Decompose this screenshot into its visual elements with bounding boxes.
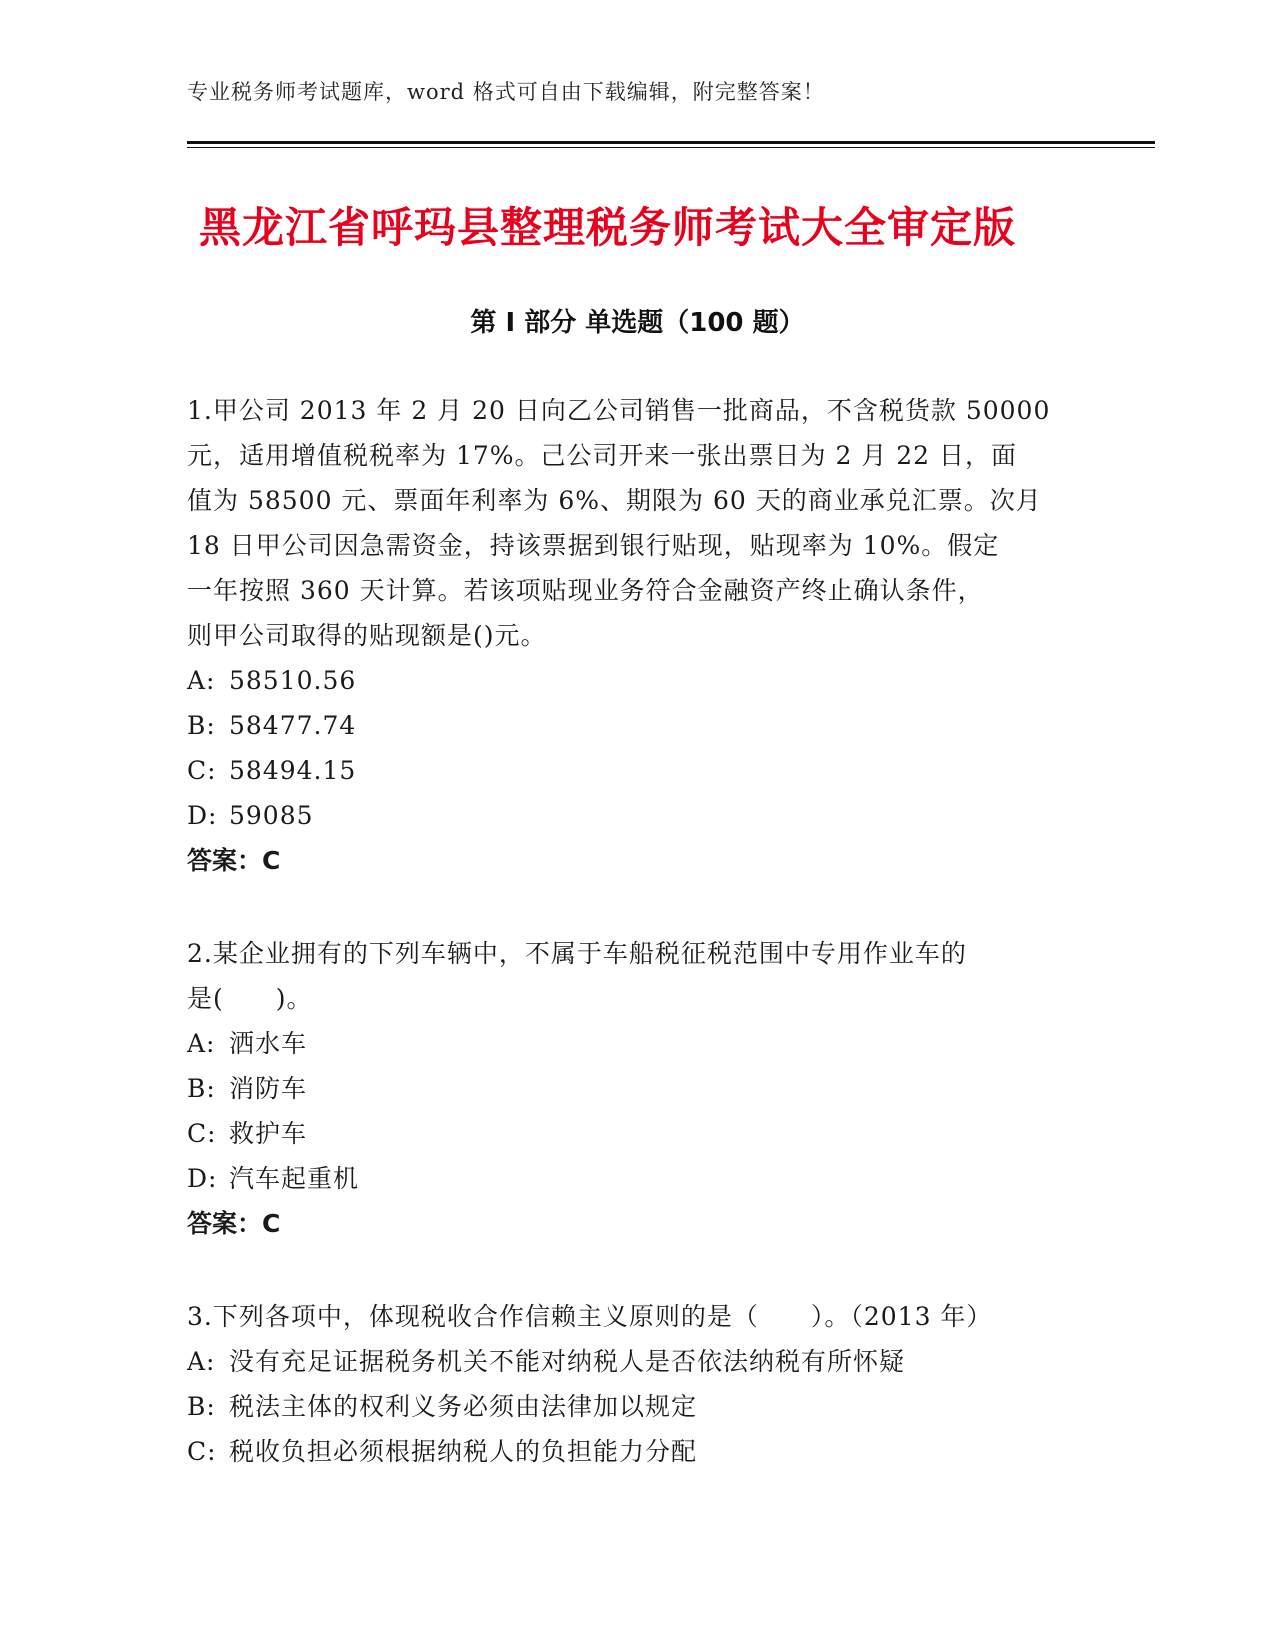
header-rule-thick <box>187 141 1155 144</box>
option-c <box>187 1429 1087 1474</box>
option-key: A: <box>187 666 216 695</box>
option-text: 税法主体的权利义务必须由法律加以规定 <box>229 1392 698 1421</box>
option-text: 59085 <box>229 801 314 830</box>
option-text: 救护车 <box>229 1119 308 1148</box>
option-key: B: <box>187 1392 216 1421</box>
section-heading: 第 I 部分 单选题（100 题） <box>470 308 805 338</box>
option-text: 没有充足证据税务机关不能对纳税人是否依法纳税有所怀疑 <box>229 1347 906 1376</box>
answer: 答案：C <box>187 846 281 875</box>
question-1 <box>187 388 1087 883</box>
question-line: 元，适用增值税税率为 17%。己公司开来一张出票日为 2 月 22 日，面 <box>187 441 1018 470</box>
option-text: 汽车起重机 <box>229 1164 360 1193</box>
question-line: 3.下列各项中，体现税收合作信赖主义原则的是（ ）。（2013 年） <box>187 1302 993 1331</box>
option-text: 58494.15 <box>229 756 357 785</box>
option-d <box>187 1156 1087 1201</box>
question-line: 一年按照 360 天计算。若该项贴现业务符合金融资产终止确认条件， <box>187 576 984 605</box>
option-key: B: <box>187 711 216 740</box>
option-key: D: <box>187 1164 218 1193</box>
option-b <box>187 1384 1087 1429</box>
option-b <box>187 703 1087 748</box>
option-text: 58477.74 <box>229 711 357 740</box>
option-a <box>187 1021 1087 1066</box>
option-text: 洒水车 <box>229 1029 308 1058</box>
option-key: D: <box>187 801 218 830</box>
option-a <box>187 1339 1087 1384</box>
option-text: 税收负担必须根据纳税人的负担能力分配 <box>229 1437 698 1466</box>
option-key: A: <box>187 1029 216 1058</box>
question-line: 2.某企业拥有的下列车辆中，不属于车船税征税范围中专用作业车的 <box>187 939 967 968</box>
option-c <box>187 748 1087 793</box>
option-key: B: <box>187 1074 216 1103</box>
question-line: 是( )。 <box>187 984 313 1013</box>
question-line: 则甲公司取得的贴现额是()元。 <box>187 621 547 650</box>
question-list <box>187 388 1087 1522</box>
question-line: 1.甲公司 2013 年 2 月 20 日向乙公司销售一批商品，不含税货款 50000 <box>187 396 1051 425</box>
option-c <box>187 1111 1087 1156</box>
question-line: 18 日甲公司因急需资金，持该票据到银行贴现，贴现率为 10%。假定 <box>187 531 1000 560</box>
option-text: 消防车 <box>229 1074 308 1103</box>
option-text: 58510.56 <box>229 666 357 695</box>
option-d <box>187 793 1087 838</box>
header-note: 专业税务师考试题库，word 格式可自由下载编辑，附完整答案！ <box>187 80 825 104</box>
option-b <box>187 1066 1087 1111</box>
header-rule-thin <box>187 147 1155 148</box>
question-2 <box>187 931 1087 1246</box>
question-line: 值为 58500 元、票面年利率为 6%、期限为 60 天的商业承兑汇票。次月 <box>187 486 1042 515</box>
option-key: C: <box>187 1119 217 1148</box>
question-3 <box>187 1294 1087 1474</box>
option-key: A: <box>187 1347 216 1376</box>
option-key: C: <box>187 1437 217 1466</box>
option-key: C: <box>187 756 217 785</box>
answer: 答案：C <box>187 1209 281 1238</box>
document-title: 黑龙江省呼玛县整理税务师考试大全审定版 <box>199 203 1017 252</box>
option-a <box>187 658 1087 703</box>
